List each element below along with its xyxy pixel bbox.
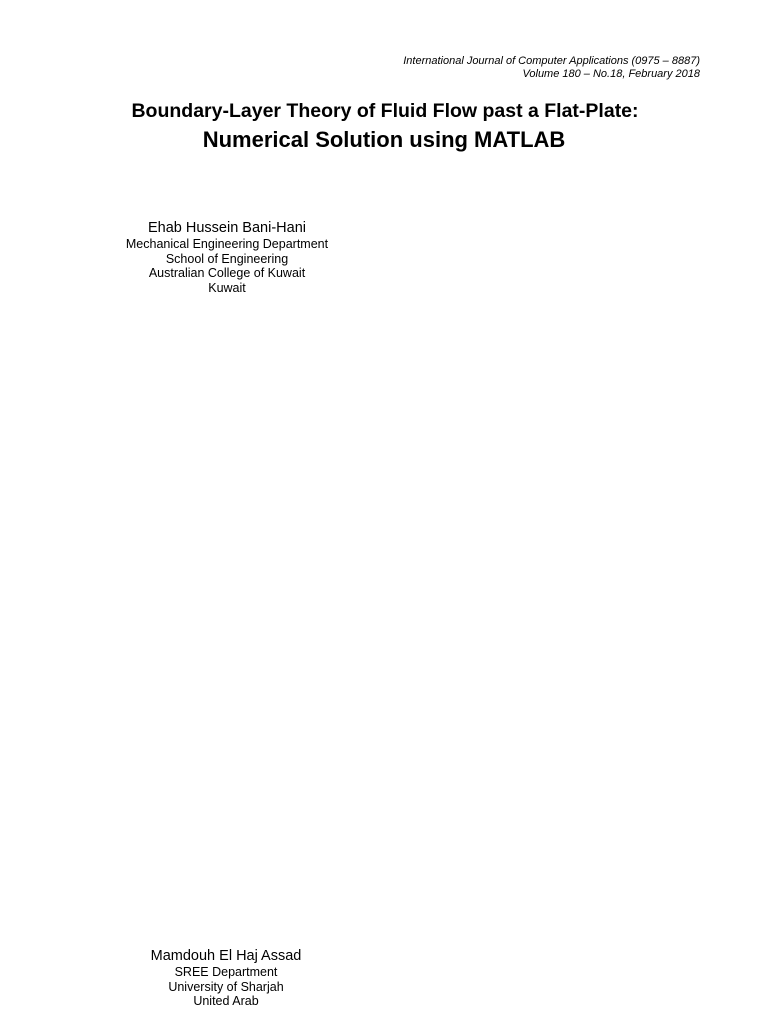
journal-volume: Volume 180 – No.18, February 2018 xyxy=(522,68,700,80)
journal-name: International Journal of Computer Applications (0975 – 8887) xyxy=(403,55,700,67)
paper-title xyxy=(0,98,768,155)
author-school: School of Engineering xyxy=(165,251,289,266)
author-country: United Arab xyxy=(193,994,259,1008)
paper-title-line-1: Boundary-Layer Theory of Fluid Flow past a Flat-Plate: xyxy=(131,100,639,122)
paper-title-line-2: Numerical Solution using MATLAB xyxy=(202,127,566,152)
author-country: Kuwait xyxy=(208,280,246,295)
author-name: Ehab Hussein Bani-Hani xyxy=(148,220,306,236)
author-department: Mechanical Engineering Department xyxy=(125,237,329,251)
author-institution: University of Sharjah xyxy=(168,979,284,994)
author-name: Mamdouh El Haj Assad xyxy=(150,948,302,964)
author-block-2 xyxy=(96,947,356,1009)
author-institution: Australian College of Kuwait xyxy=(148,266,306,280)
author-block-1 xyxy=(97,219,357,295)
journal-header xyxy=(403,55,700,81)
author-department: SREE Department xyxy=(174,965,278,979)
